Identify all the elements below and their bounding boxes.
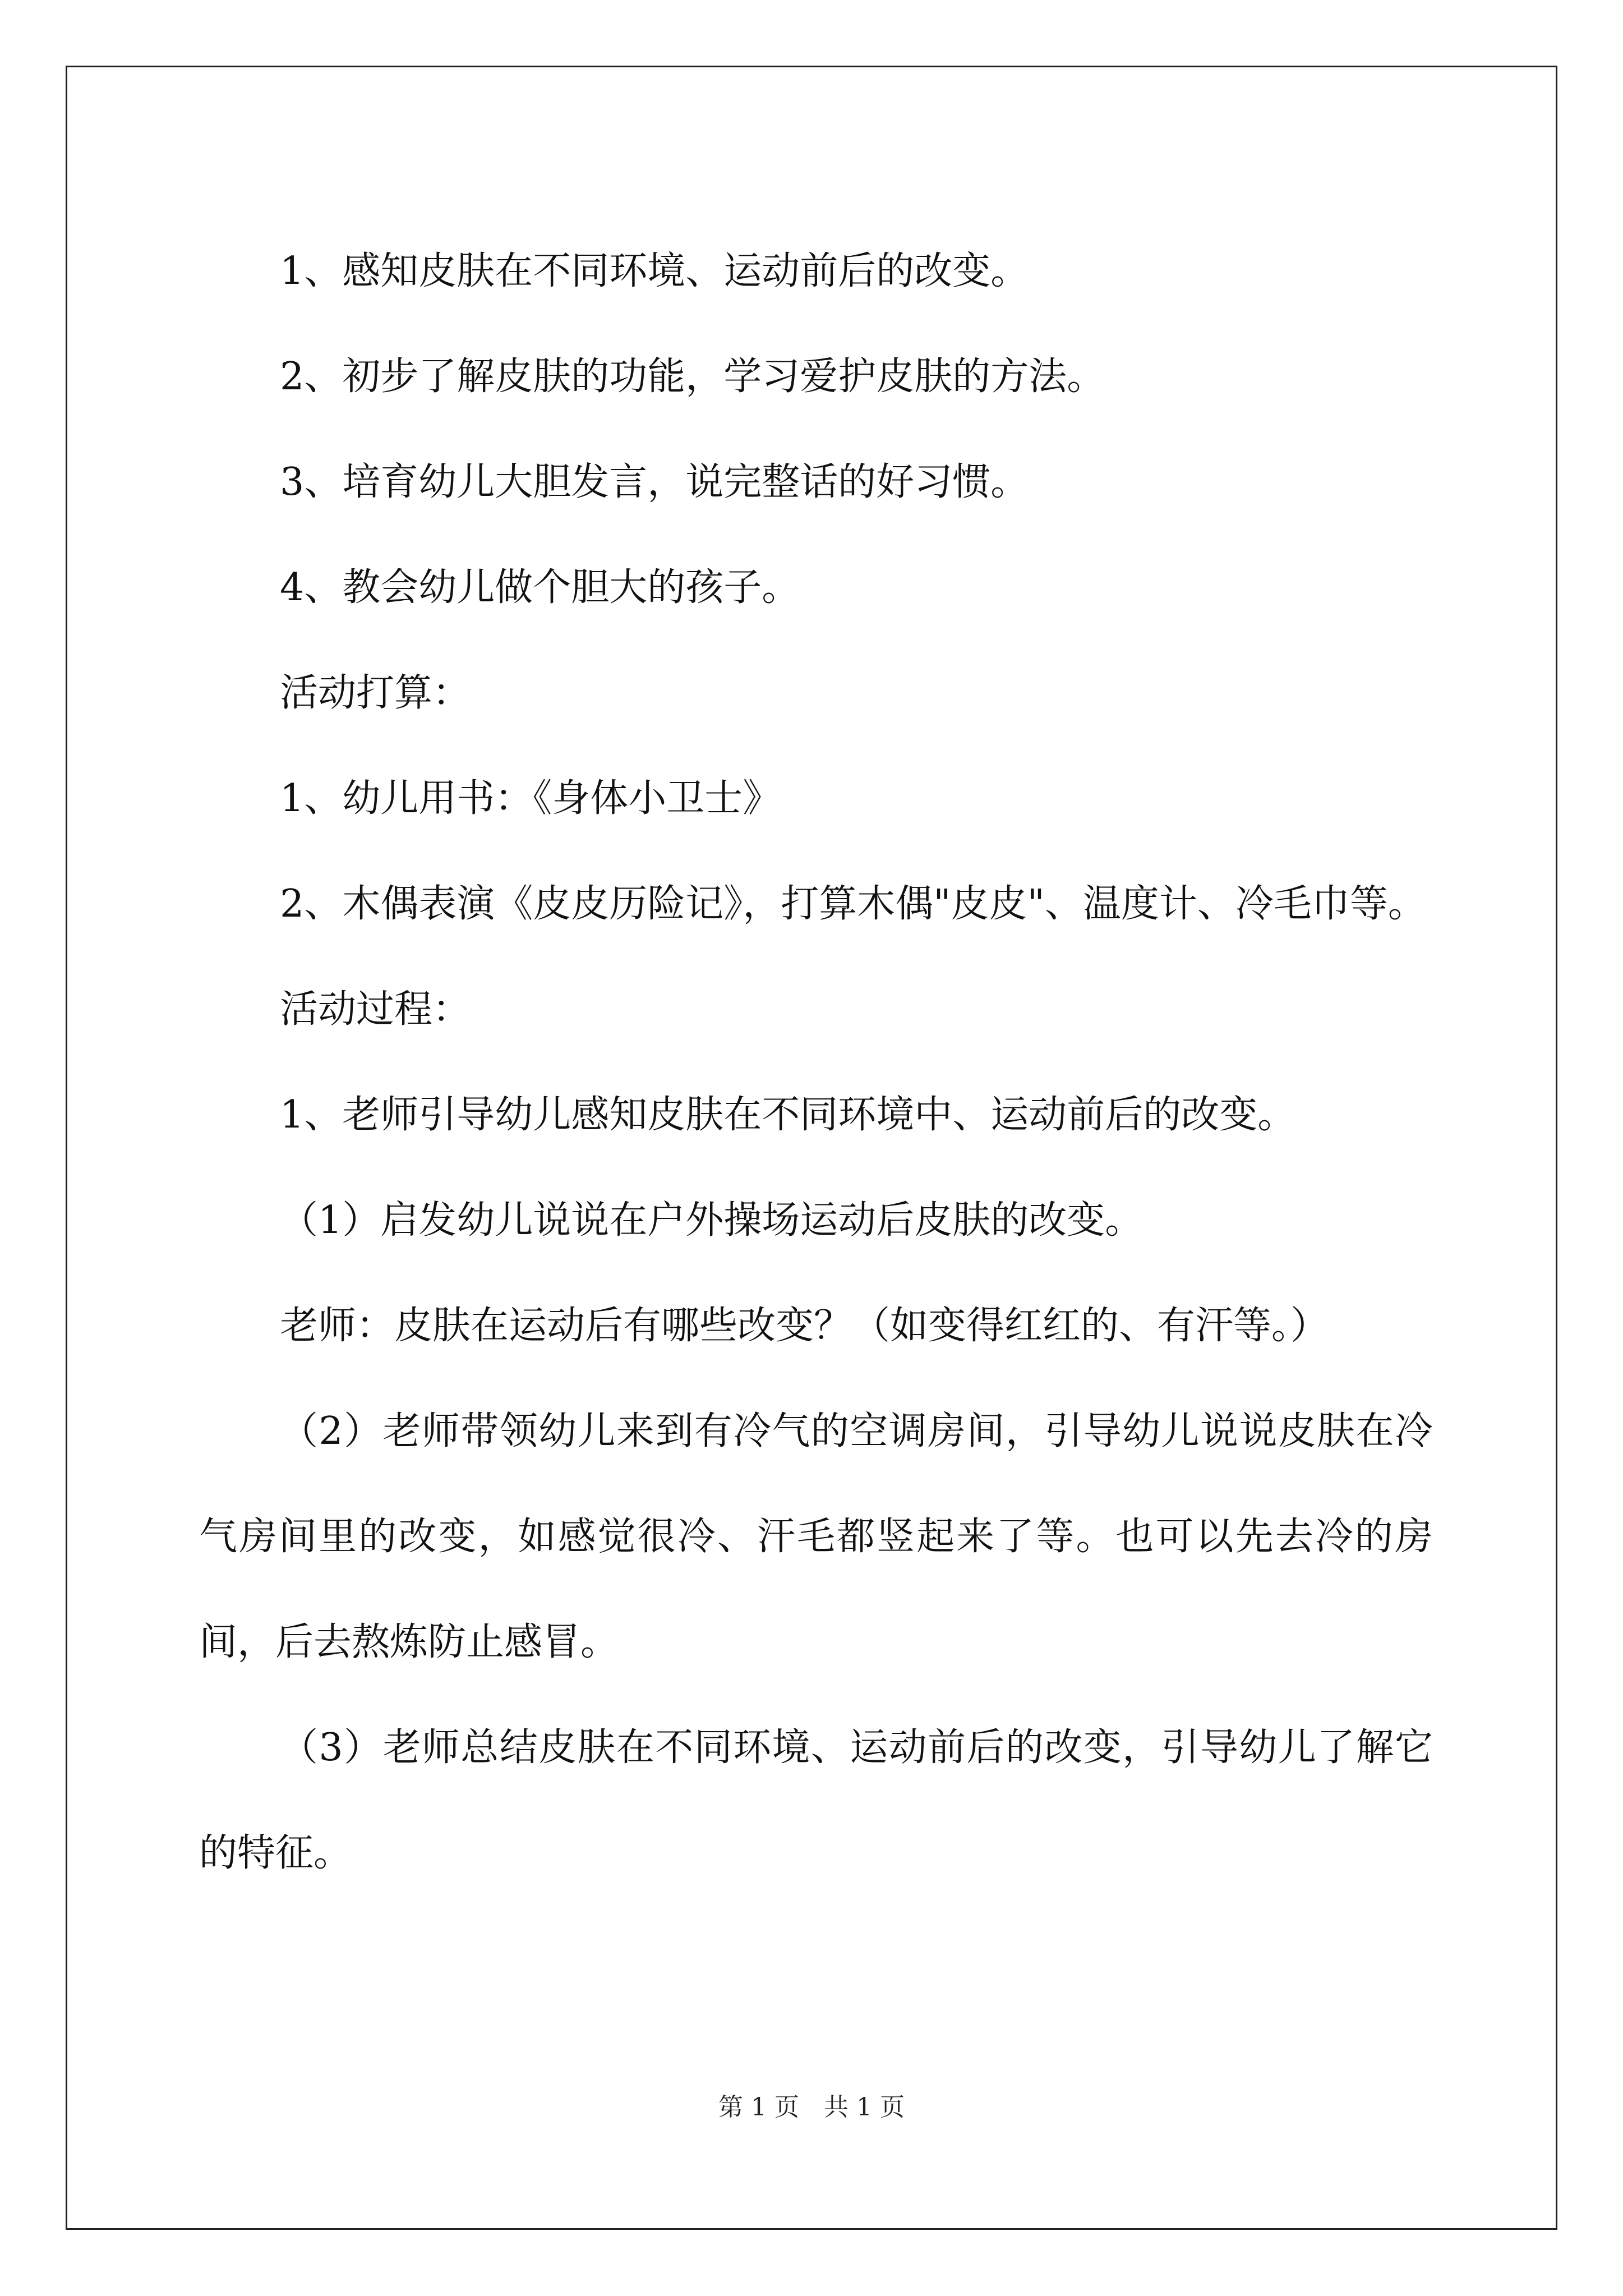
paragraph-objective-1: 1、感知皮肤在不同环境、运动前后的改变。 bbox=[280, 249, 1029, 293]
paragraph-process-1: 1、老师引导幼儿感知皮肤在不同环境中、运动前后的改变。 bbox=[280, 1093, 1296, 1137]
section-heading-preparation: 活动打算： bbox=[280, 671, 471, 715]
paragraph-objective-4: 4、教会幼儿做个胆大的孩子。 bbox=[280, 565, 800, 610]
paragraph-process-1-1: （1）启发幼儿说说在户外操场运动后皮肤的改变。 bbox=[280, 1198, 1144, 1243]
paragraph-preparation-2: 2、木偶表演《皮皮历险记》，打算木偶"皮皮"、温度计、冷毛巾等。 bbox=[280, 882, 1426, 926]
document-body bbox=[199, 219, 1433, 1906]
paragraph-objective-3: 3、培育幼儿大胆发言，说完整话的好习惯。 bbox=[280, 460, 1029, 504]
paragraph-objective-2: 2、初步了解皮肤的功能，学习爱护皮肤的方法。 bbox=[280, 355, 1105, 399]
paragraph-preparation-1: 1、幼儿用书：《身体小卫士》 bbox=[280, 776, 781, 821]
page-number-footer: 第 1 页 共 1 页 bbox=[718, 2093, 905, 2122]
paragraph-teacher-question: 老师：皮肤在运动后有哪些改变？（如变得红红的、有汗等。） bbox=[280, 1304, 1329, 1348]
section-heading-process: 活动过程： bbox=[280, 987, 471, 1032]
paragraph-process-1-2: （2）老师带领幼儿来到有冷气的空调房间，引导幼儿说说皮肤在冷气房间里的改变，如感觉很冷、汗毛都竖起来了等。也可以先去冷的房间，后去熬炼防止感冒。 bbox=[199, 1409, 1433, 1664]
paragraph-process-1-3: （3）老师总结皮肤在不同环境、运动前后的改变，引导幼儿了解它的特征。 bbox=[199, 1726, 1433, 1875]
